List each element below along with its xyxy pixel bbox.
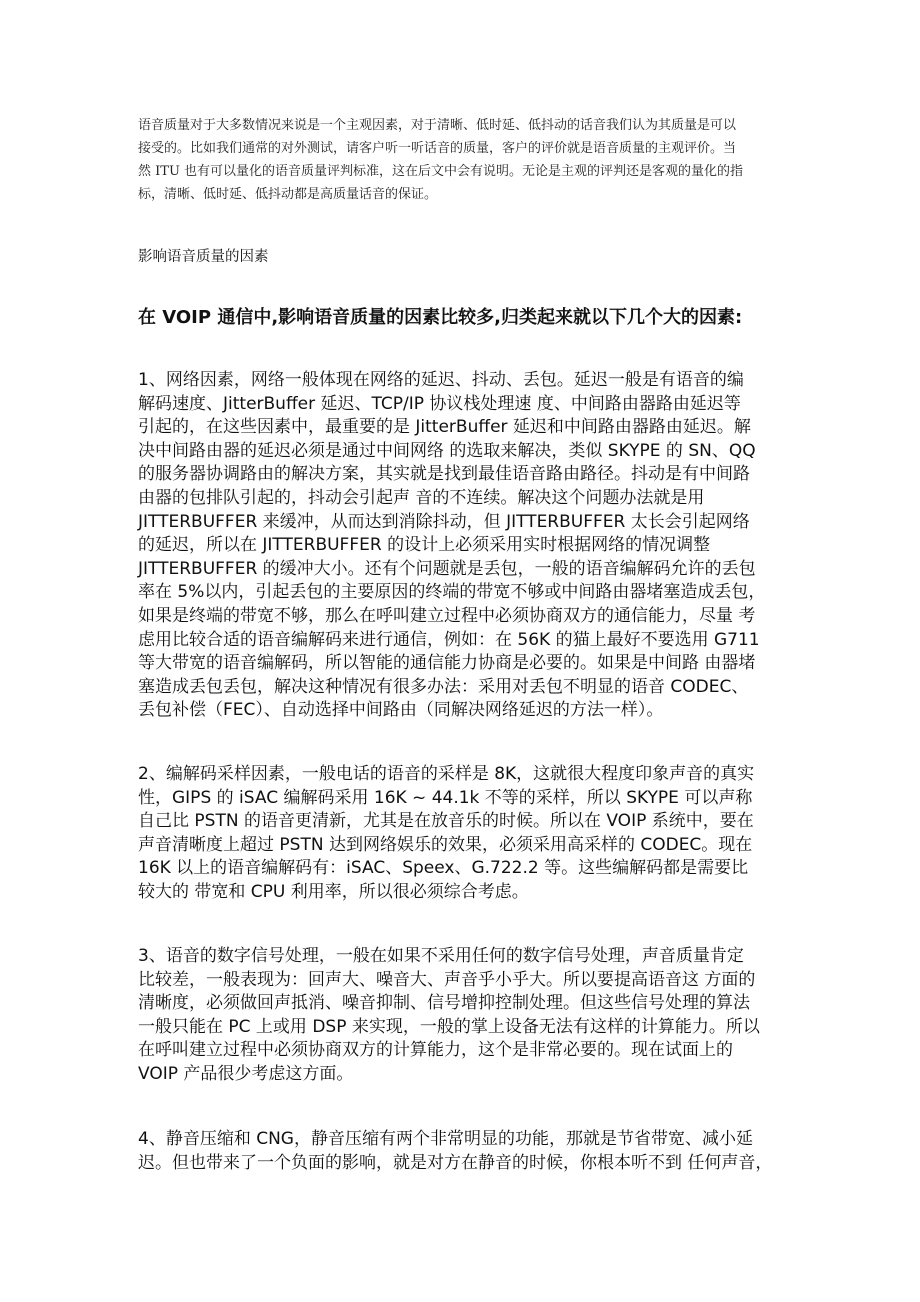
text-line: 迟。但也带来了一个负面的影响，就是对方在静音的时候，你根本听不到 任何声音， [138, 1152, 773, 1173]
text-line: 丢包补偿（FEC）、自动选择中间路由（同解决网络延迟的方法一样）。 [138, 700, 664, 721]
text-line: 4、静音压缩和 CNG，静音压缩有两个非常明显的功能，那就是节省带宽、减小延 [138, 1129, 753, 1149]
text-line: 清晰度，必须做回声抵消、噪音抑制、信号增抑控制处理。但这些信号处理的算法 [138, 993, 750, 1014]
text-line: 如果是终端的带宽不够，那么在呼叫建立过程中必须协商双方的通信能力，尽量 考 [138, 605, 756, 626]
text-line: 1、网络因素，网络一般体现在网络的延迟、抖动、丢包。延迟一般是有语音的编 [138, 370, 744, 390]
text-line: 决中间路由器的延迟必须是通过中间网络 的选取来解决，类似 SKYPE 的 SN、QQ [138, 440, 756, 461]
text-line: 率在 5%以内，引起丢包的主要原因的终端的带宽不够或中间路由器堵塞造成丢包， [138, 582, 766, 603]
text-line: 然 ITU 也有可以量化的语音质量评判标准，这在后文中会有说明。无论是主观的评判还是客观的量化的指 [138, 164, 744, 179]
text-line: 比较差，一般表现为：回声大、噪音大、声音乎小乎大。所以要提高语音这 方面的 [138, 969, 756, 990]
text-line: 16K 以上的语音编解码有：iSAC、Speex、G.722.2 等。这些编解码都是需要比 [138, 858, 749, 879]
text-line: 3、语音的数字信号处理，一般在如果不采用任何的数字信号处理，声音质量肯定 [138, 946, 744, 966]
text-line: 的服务器协调路由的解决方案，其实就是找到最佳语音路由路径。抖动是有中间路 [138, 464, 750, 485]
text-line: JITTERBUFFER 的缓冲大小。还有个问题就是丢包，一般的语音编解码允许的丢包 [138, 558, 756, 579]
paragraph-dsp [138, 945, 760, 1087]
text-line: 标，清晰、低时延、低抖动都是高质量话音的保证。 [138, 187, 438, 202]
text-line: 较大的 带宽和 CPU 利用率，所以很必须综合考虑。 [138, 881, 529, 902]
text-line: 由器的包排队引起的，抖动会引起声 音的不连续。解决这个问题办法就是用 [138, 487, 705, 508]
text-line: 接受的。比如我们通常的对外测试，请客户听一听话音的质量，客户的评价就是语音质量的主观评价。当 [138, 141, 737, 156]
text-line: 塞造成丢包丢包，解决这种情况有很多办法：采用对丢包不明显的语音 CODEC、 [138, 676, 749, 697]
section-title: 影响语音质量的因素 [138, 249, 269, 265]
text-line: 一般只能在 PC 上或用 DSP 来实现，一般的掌上设备无法有这样的计算能力。所以 [138, 1016, 760, 1037]
text-line: 虑用比较合适的语音编解码来进行通信，例如：在 56K 的猫上最好不要选用 G711 [138, 629, 760, 650]
text-line: 的延迟，所以在 JITTERBUFFER 的设计上必须采用实时根据网络的情况调整 [138, 535, 711, 556]
text-line: 等大带宽的语音编解码，所以智能的通信能力协商是必要的。如果是中间路 由器堵 [138, 653, 756, 674]
text-line: 性，GIPS 的 iSAC 编解码采用 16K ~ 44.1k 不等的采样，所以 SKYPE 可以声称 [138, 787, 753, 808]
intro-paragraph [138, 114, 743, 206]
subtitle: 在 VOIP 通信中,影响语音质量的因素比较多,归类起来就以下几个大的因素: [138, 307, 743, 328]
text-line: 2、编解码采样因素，一般电话的语音的采样是 8K，这就很大程度印象声音的真实 [138, 764, 755, 784]
text-line: 引起的，在这些因素中，最重要的是 JitterBuffer 延迟和中间路由器路由延迟。解 [138, 417, 751, 438]
text-line: VOIP 产品很少考虑这方面。 [138, 1063, 354, 1084]
text-line: JITTERBUFFER 来缓冲，从而达到消除抖动，但 JITTERBUFFER 太长会引起网络 [138, 511, 750, 532]
paragraph-silence-compression [138, 1128, 772, 1175]
text-line: 解码速度、JitterBuffer 延迟、TCP/IP 协议栈处理速 度、中间路由器路由延迟等 [138, 393, 741, 414]
paragraph-codec-sampling [138, 763, 754, 905]
text-line: 声音清晰度上超过 PSTN 达到网络娱乐的效果，必须采用高采样的 CODEC。现在 [138, 834, 753, 855]
paragraph-network [138, 369, 765, 723]
text-line: 语音质量对于大多数情况来说是一个主观因素，对于清晰、低时延、低抖动的话音我们认为其质量是可以 [138, 118, 737, 133]
text-line: 在呼叫建立过程中必须协商双方的计算能力，这个是非常必要的。现在试面上的 [138, 1040, 733, 1061]
text-line: 自己比 PSTN 的语音更清新，尤其是在放音乐的时候。所以在 VOIP 系统中，要在 [138, 811, 754, 832]
